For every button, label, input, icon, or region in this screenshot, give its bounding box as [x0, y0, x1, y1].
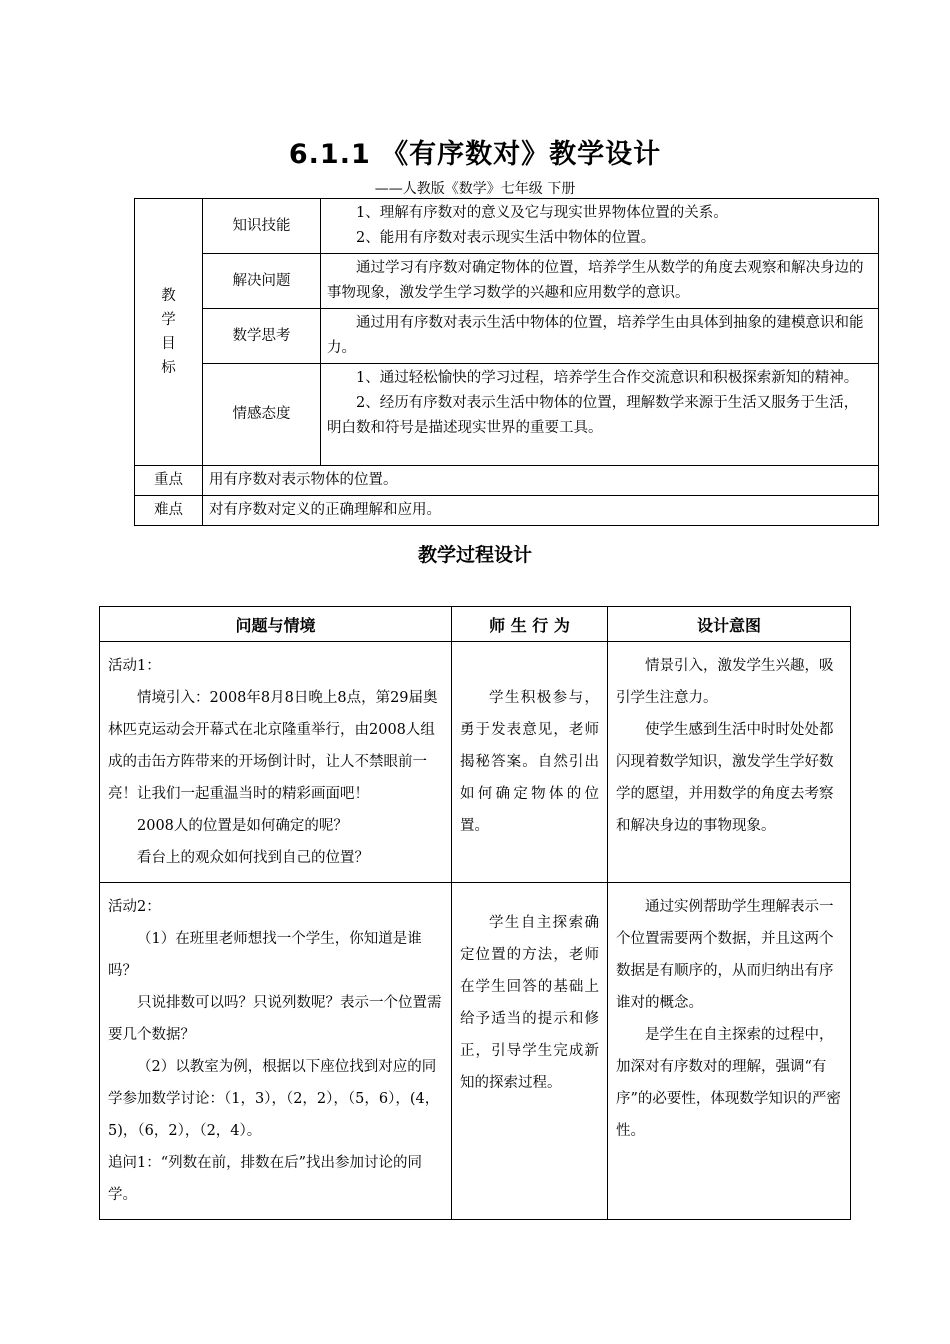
process-table — [99, 606, 851, 1220]
document-title: 6.1.1 《有序数对》教学设计 — [288, 139, 662, 170]
objectives-table — [134, 198, 879, 526]
goal-content — [321, 254, 879, 309]
goal-name: 数学思考 — [203, 309, 321, 364]
activity-label: 活动2： — [108, 899, 161, 915]
situation-text: （2）以教室为例，根据以下座位找到对应的同学参加数学讨论：（1，3），（2，2），（5，6），(4，5)，（6，2），（2，4）。 — [108, 1059, 440, 1139]
behavior-cell — [452, 642, 608, 883]
activity-label: 活动1： — [108, 658, 161, 674]
goal-name: 解决问题 — [203, 254, 321, 309]
key-point-label: 重点 — [135, 466, 203, 496]
situation-text: 情境引入：2008年8月8日晚上8点，第29届奥林匹克运动会开幕式在北京隆重举行，由2008人组成的击缶方阵带来的开场倒计时，让人不禁眼前一亮！让我们一起重温当时的精彩画面吧！ — [108, 690, 438, 802]
situation-cell — [100, 642, 452, 883]
intent-cell — [608, 883, 851, 1220]
difficulty-label: 难点 — [135, 496, 203, 526]
goal-line: 2、能用有序数对表示现实生活中物体的位置。 — [356, 230, 656, 246]
intent-text: 使学生感到生活中时时处处都闪现着数学知识，激发学生学好数学的愿望，并用数学的角度去考察和解决身边的事物现象。 — [616, 722, 834, 834]
difficulty-text: 对有序数对定义的正确理解和应用。 — [203, 496, 879, 526]
goal-line: 1、理解有序数对的意义及它与现实世界物体位置的关系。 — [356, 205, 728, 221]
situation-text: （1）在班里老师想找一个学生，你知道是谁吗？ — [108, 931, 422, 979]
goal-name: 知识技能 — [203, 199, 321, 254]
document-subtitle: ——人教版《数学》七年级 下册 — [374, 181, 576, 197]
goal-line: 1、通过轻松愉快的学习过程，培养学生合作交流意识和积极探索新知的精神。 — [356, 370, 859, 386]
goal-content — [321, 309, 879, 364]
header-intent: 设计意图 — [608, 607, 851, 642]
intent-cell — [608, 642, 851, 883]
key-point-text: 用有序数对表示物体的位置。 — [203, 466, 879, 496]
intent-text: 通过实例帮助学生理解表示一个位置需要两个数据，并且这两个数据是有顺序的，从而归纳出有序谁对的概念。 — [616, 899, 834, 1011]
goal-line: 通过学习有序数对确定物体的位置，培养学生从数学的角度去观察和解决身边的事物现象，激发学生学习数学的兴趣和应用数学的意识。 — [327, 260, 864, 301]
intent-text: 情景引入，激发学生兴趣，吸引学生注意力。 — [616, 658, 834, 706]
goal-content — [321, 364, 879, 466]
header-behavior: 师 生 行 为 — [452, 607, 608, 642]
objectives-label-text: 教 学 目 标 — [161, 288, 176, 376]
behavior-cell — [452, 883, 608, 1220]
goal-line: 通过用有序数对表示生活中物体的位置，培养学生由具体到抽象的建模意识和能力。 — [327, 315, 864, 356]
goal-content — [321, 199, 879, 254]
process-title: 教学过程设计 — [417, 544, 532, 566]
intent-text: 是学生在自主探索的过程中，加深对有序数对的理解，强调“有序”的必要性，体现数学知识的严密性。 — [616, 1027, 841, 1139]
behavior-text: 学生积极参与，勇于发表意见，老师揭秘答案。自然引出如何确定物体的位置。 — [460, 690, 599, 834]
goal-line: 2、经历有序数对表示生活中物体的位置，理解数学来源于生活又服务于生活，明白数和符号是描述现实世界的重要工具。 — [327, 395, 859, 436]
situation-text: 看台上的观众如何找到自己的位置？ — [137, 850, 369, 866]
objectives-label — [135, 199, 203, 466]
situation-text: 追问1：“列数在前，排数在后”找出参加讨论的同学。 — [108, 1155, 423, 1203]
behavior-text: 学生自主探索确定位置的方法，老师在学生回答的基础上给予适当的提示和修正，引导学生完成新知的探索过程。 — [460, 915, 599, 1091]
situation-text: 只说排数可以吗？只说列数呢？表示一个位置需要几个数据？ — [108, 995, 442, 1043]
situation-cell — [100, 883, 452, 1220]
goal-name: 情感态度 — [203, 364, 321, 466]
situation-text: 2008人的位置是如何确定的呢？ — [137, 818, 348, 834]
header-situation: 问题与情境 — [100, 607, 452, 642]
